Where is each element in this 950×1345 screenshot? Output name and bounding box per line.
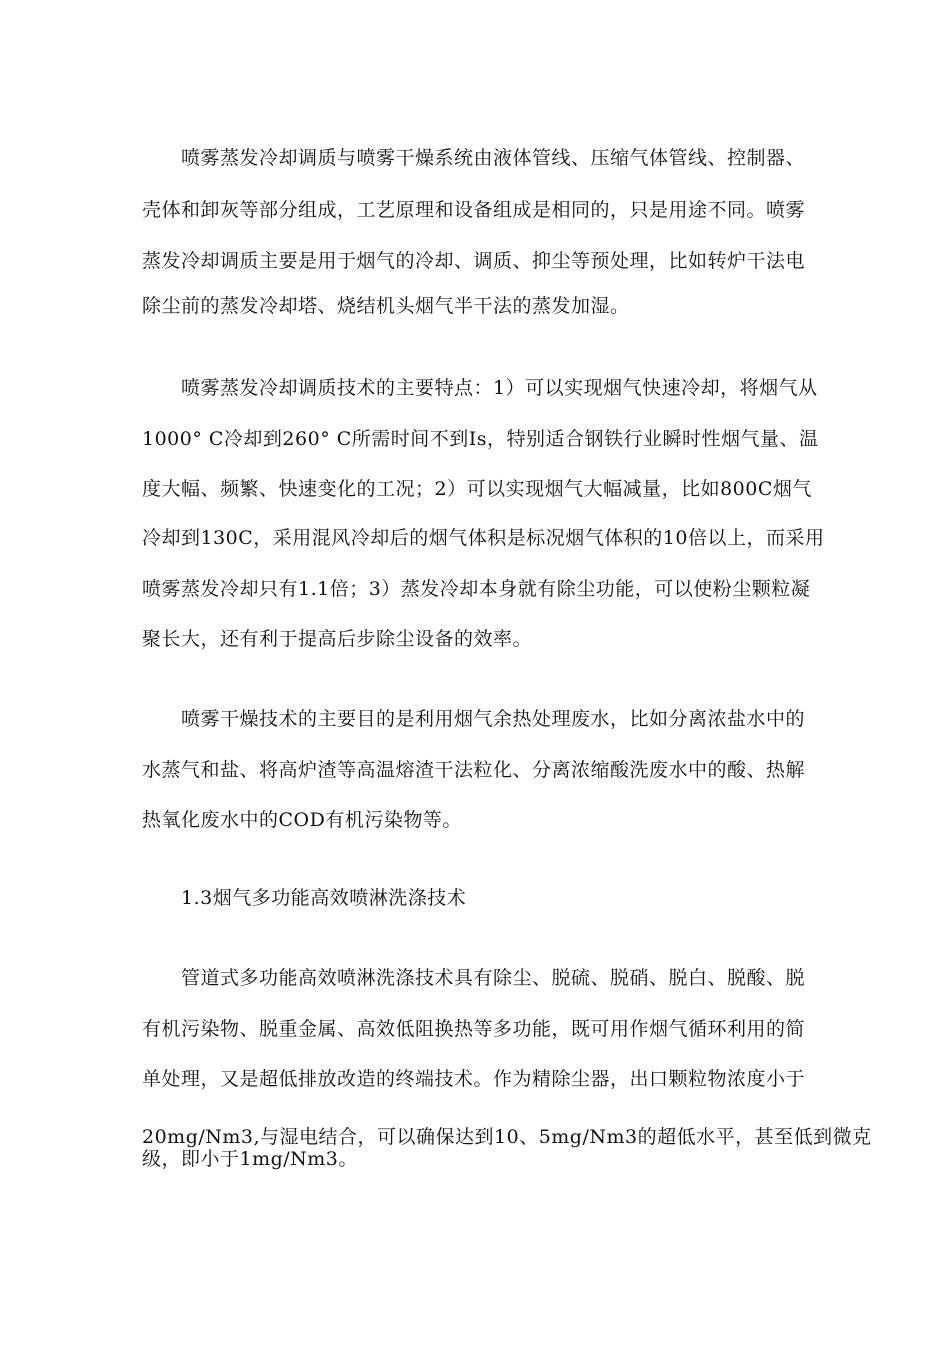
paragraph-1-line-1: 喷雾蒸发冷却调质与喷雾干燥系统由液体管线、压缩气体管线、控制器、 xyxy=(181,147,806,169)
paragraph-3-line-3: 热氧化废水中的COD有机污染物等。 xyxy=(142,809,462,831)
paragraph-2-line-1: 喷雾蒸发冷却调质技术的主要特点：1）可以实现烟气快速冷却，将烟气从 xyxy=(181,377,818,399)
paragraph-5-line-1: 管道式多功能高效喷淋洗涤技术具有除尘、脱硫、脱硝、脱白、脱酸、脱 xyxy=(181,967,806,989)
paragraph-5-line-4: 20mg/Nm3,与湿电结合，可以确保达到10、5mg/Nm3的超低水平，甚至低到微克 xyxy=(142,1126,872,1148)
paragraph-1-line-4: 除尘前的蒸发冷却塔、烧结机头烟气半干法的蒸发加湿。 xyxy=(142,295,630,317)
paragraph-3-line-2: 水蒸气和盐、将高炉渣等高温熔渣干法粒化、分离浓缩酸洗废水中的酸、热解 xyxy=(142,759,806,781)
paragraph-1-line-2: 壳体和卸灰等部分组成，工艺原理和设备组成是相同的，只是用途不同。喷雾 xyxy=(142,199,806,221)
paragraph-2-line-3: 度大幅、频繁、快速变化的工况；2）可以实现烟气大幅减量，比如800C烟气 xyxy=(142,478,812,500)
section-heading: 1.3烟气多功能高效喷淋洗涤技术 xyxy=(181,887,467,909)
paragraph-5-line-3: 单处理，又是超低排放改造的终端技术。作为精除尘器，出口颗粒物浓度小于 xyxy=(142,1068,806,1090)
paragraph-2-line-5: 喷雾蒸发冷却只有1.1倍；3）蒸发冷却本身就有除尘功能，可以使粉尘颗粒凝 xyxy=(142,578,811,600)
paragraph-3-line-1: 喷雾干燥技术的主要目的是利用烟气余热处理废水，比如分离浓盐水中的 xyxy=(181,708,806,730)
paragraph-2-line-6: 聚长大，还有利于提高后步除尘设备的效率。 xyxy=(142,628,533,650)
paragraph-2-line-4: 冷却到130C，采用混风冷却后的烟气体积是标况烟气体积的10倍以上，而采用 xyxy=(142,527,825,549)
paragraph-1-line-3: 蒸发冷却调质主要是用于烟气的冷却、调质、抑尘等预处理，比如转炉干法电 xyxy=(142,250,806,272)
paragraph-2-line-2: 1000° C冷却到260° C所需时间不到Is，特别适合钢铁行业瞬时性烟气量、温 xyxy=(142,428,819,450)
paragraph-5-line-2: 有机污染物、脱重金属、高效低阻换热等多功能，既可用作烟气循环利用的简 xyxy=(142,1018,806,1040)
paragraph-5-line-5: 级，即小于1mg/Nm3。 xyxy=(142,1148,358,1170)
